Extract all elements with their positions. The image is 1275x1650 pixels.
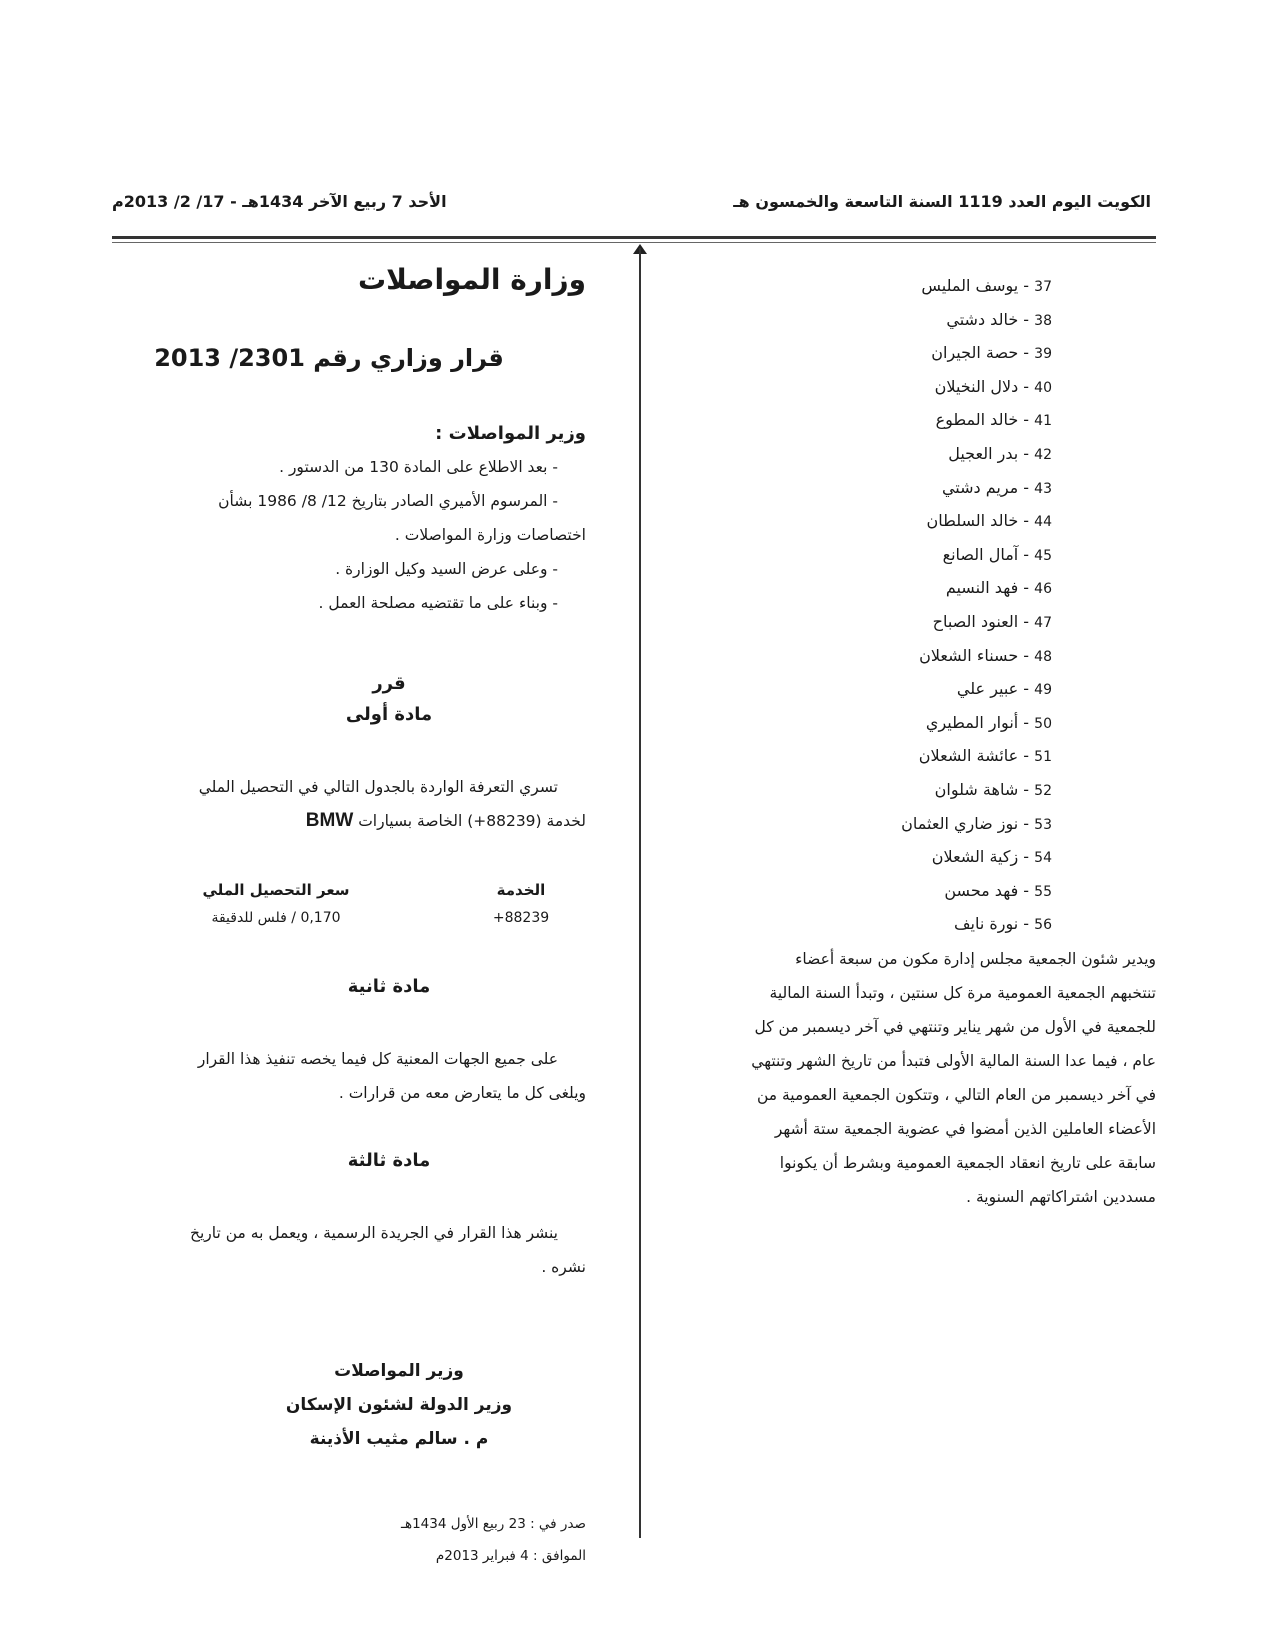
members-column [640, 270, 1156, 1214]
member-name: زكية الشعلان [931, 847, 1019, 867]
header-date: الأحد 7 ربيع الآخر 1434هـ - 17/ 2/ 2013م [112, 192, 447, 211]
header-rule [112, 236, 1156, 239]
article3-line: نشره . [541, 1258, 586, 1276]
member-name: عائشة الشعلان [918, 746, 1019, 766]
article2-line: على جميع الجهات المعنية كل فيما يخصه تنفيذ هذا القرار [197, 1050, 558, 1068]
signature-title: وزير الدولة لشئون الإسكان [285, 1395, 513, 1415]
list-item: 39 - حصة الجيران [931, 343, 1052, 363]
article2-text [112, 1042, 586, 1110]
list-item: 44 - خالد السلطان [926, 511, 1052, 531]
list-item: 40 - دلال النخيلان [934, 376, 1052, 396]
association-line: ويدير شئون الجمعية مجلس إدارة مكون من سبعة أعضاء [795, 949, 1156, 968]
member-number: 49 [1034, 682, 1052, 699]
decision-column [112, 260, 586, 1572]
article1-line: تسري التعرفة الواردة بالجدول التالي في التحصيل الملي [198, 778, 558, 796]
list-item: 52 - شاهة شلوان [934, 779, 1052, 799]
preamble-line: اختصاصات وزارة المواصلات . [394, 526, 586, 544]
preamble-line: - المرسوم الأميري الصادر بتاريخ 12/ 8/ 1986 بشأن [218, 492, 558, 510]
member-number: 52 [1034, 782, 1052, 799]
member-name: حصة الجيران [931, 343, 1019, 363]
member-number: 40 [1034, 379, 1052, 396]
member-name: فهد محسن [944, 880, 1019, 900]
member-name: العنود الصباح [932, 611, 1019, 631]
issued-date-block [112, 1508, 586, 1572]
association-line: الأعضاء العاملين الذين أمضوا في عضوية الجمعية ستة أشهر [774, 1119, 1156, 1138]
issued-date: صدر في : 23 ربيع الأول 1434هـ [400, 1516, 586, 1532]
member-number: 43 [1034, 480, 1052, 497]
member-number: 51 [1034, 749, 1052, 766]
preamble [112, 450, 586, 620]
article1-line-text: لخدمة (88239+) الخاصة بسيارات [358, 812, 586, 830]
list-item: 50 - أنوار المطيري [925, 712, 1052, 732]
list-item: 43 - مريم دشتي [941, 477, 1052, 497]
list-item: 45 - آمال الصانع [942, 544, 1052, 564]
brand-name: BMW [305, 810, 354, 831]
preamble-line: - بعد الاطلاع على المادة 130 من الدستور . [279, 458, 558, 476]
list-item: 38 - خالد دشتي [946, 309, 1052, 329]
member-number: 44 [1034, 514, 1052, 531]
member-name: حسناء الشعلان [919, 645, 1019, 665]
tariff-row [112, 904, 586, 932]
tariff-rate: 0,170 / فلس للدقيقة [211, 910, 341, 926]
article1-line [112, 804, 586, 838]
tariff-header-service: الخدمة [496, 881, 546, 899]
list-item: 46 - فهد النسيم [945, 578, 1052, 598]
association-paragraph [640, 942, 1156, 1214]
member-number: 46 [1034, 581, 1052, 598]
minister-label: وزير المواصلات : [435, 423, 586, 444]
member-number: 54 [1034, 850, 1052, 867]
header-rule-thin [112, 242, 1156, 243]
article3-heading: مادة ثالثة [347, 1150, 431, 1171]
member-number: 38 [1034, 312, 1052, 329]
member-number: 53 [1034, 816, 1052, 833]
member-name: فهد النسيم [945, 578, 1019, 598]
list-item: 55 - فهد محسن [944, 880, 1052, 900]
member-number: 45 [1034, 547, 1052, 564]
member-number: 47 [1034, 614, 1052, 631]
association-line: للجمعية في الأول من شهر يناير وتنتهي في آخر ديسمبر من كل [754, 1017, 1156, 1036]
article2-heading: مادة ثانية [347, 976, 431, 997]
list-item: 37 - يوسف المليس [921, 276, 1052, 295]
member-number: 39 [1034, 346, 1052, 363]
member-number: 37 [1034, 279, 1052, 295]
signature-title: وزير المواصلات [334, 1361, 464, 1381]
list-item: 47 - العنود الصباح [932, 611, 1052, 631]
list-item: 51 - عائشة الشعلان [918, 746, 1052, 766]
member-name: خالد السلطان [926, 511, 1019, 531]
member-number: 56 [1034, 917, 1052, 934]
decreed-heading: قرر [372, 673, 406, 694]
member-number: 55 [1034, 883, 1052, 900]
article3-text [112, 1216, 586, 1284]
tariff-service: 88239+ [492, 910, 550, 926]
association-line: عام ، فيما عدا السنة المالية الأولى فتبدأ من تاريخ الشهر وتنتهي [751, 1051, 1156, 1070]
member-name: أنوار المطيري [925, 712, 1019, 732]
list-item: 42 - بدر العجيل [948, 443, 1052, 463]
list-item: 53 - نوز ضاري العثمان [901, 813, 1052, 833]
association-line: في آخر ديسمبر من العام التالي ، وتتكون الجمعية العمومية من [756, 1085, 1156, 1104]
member-number: 41 [1034, 413, 1052, 430]
signature-name: م . سالم مثيب الأذينة [309, 1429, 489, 1449]
member-number: 42 [1034, 446, 1052, 463]
member-name: عبير علي [956, 679, 1019, 699]
list-item: 56 - نورة نايف [953, 914, 1052, 934]
list-item: 48 - حسناء الشعلان [919, 645, 1052, 665]
member-name: مريم دشتي [941, 477, 1019, 497]
preamble-line: - وبناء على ما تقتضيه مصلحة العمل . [318, 594, 558, 612]
tariff-table [112, 876, 586, 932]
article2-line: ويلغى كل ما يتعارض معه من قرارات . [338, 1084, 586, 1102]
member-name: دلال النخيلان [934, 376, 1019, 396]
article3-line: ينشر هذا القرار في الجريدة الرسمية ، ويعمل به من تاريخ [189, 1224, 558, 1242]
member-name: خالد المطوع [935, 410, 1019, 430]
member-name: نورة نايف [953, 914, 1019, 934]
member-name: آمال الصانع [942, 544, 1019, 564]
member-name: بدر العجيل [948, 443, 1019, 463]
member-name: يوسف المليس [921, 276, 1019, 295]
member-number: 48 [1034, 648, 1052, 665]
association-line: سابقة على تاريخ انعقاد الجمعية العمومية وبشرط أن يكونوا [779, 1153, 1156, 1172]
member-list [640, 270, 1156, 942]
tariff-header-row [112, 876, 586, 904]
list-item: 49 - عبير علي [956, 679, 1052, 699]
decision-title: قرار وزاري رقم 2301/ 2013 [154, 344, 504, 372]
list-item: 54 - زكية الشعلان [931, 847, 1052, 867]
article1-heading: مادة أولى [345, 704, 433, 725]
list-item: 41 - خالد المطوع [935, 410, 1052, 430]
issued-date-gregorian: الموافق : 4 فبراير 2013م [435, 1548, 586, 1564]
header-issue-info: الكويت اليوم العدد 1119 السنة التاسعة والخمسون هـ [733, 192, 1151, 211]
preamble-line: - وعلى عرض السيد وكيل الوزارة . [335, 560, 558, 578]
signature-block [112, 1354, 586, 1456]
member-number: 50 [1034, 715, 1052, 732]
tariff-header-rate: سعر التحصيل الملي [202, 881, 350, 899]
member-name: نوز ضاري العثمان [901, 813, 1019, 833]
member-name: شاهة شلوان [934, 779, 1019, 799]
member-name: خالد دشتي [946, 309, 1019, 329]
ministry-title: وزارة المواصلات [357, 263, 586, 296]
article1-text [112, 770, 586, 838]
association-line: تنتخبهم الجمعية العمومية مرة كل سنتين ، وتبدأ السنة المالية [769, 983, 1156, 1002]
association-line: مسددين اشتراكاتهم السنوية . [966, 1187, 1156, 1206]
